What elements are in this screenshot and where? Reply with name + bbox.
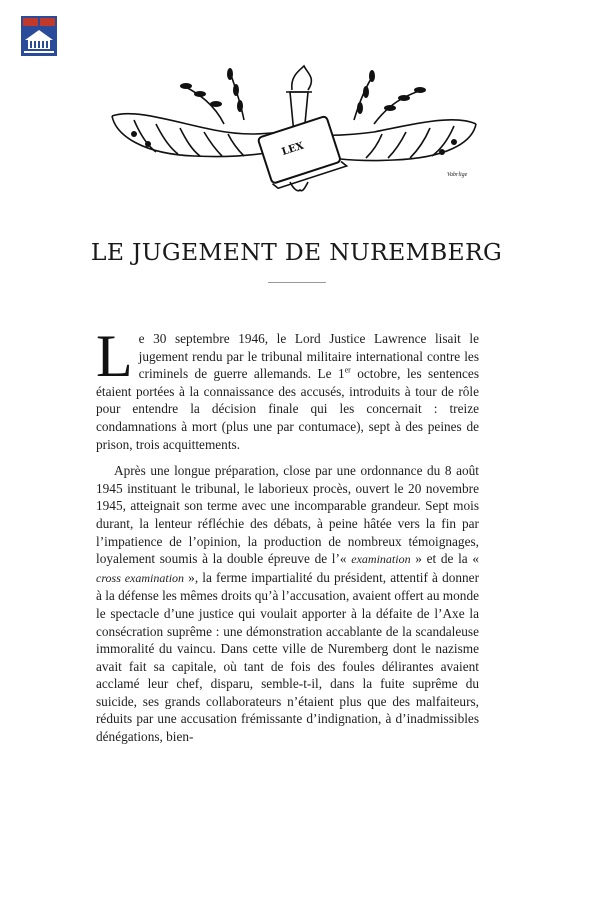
publisher-logo: [21, 16, 57, 56]
paragraph-2-text-c: », la ferme impartialité du président, attentif à donner à la défense les mêmes droits qu’à l’accusation, avaient offert au monde le spectacle d’une justice qui voulait apporter à la défaite de l’Axe la consécration suprême : une démonstration accablante de la scandaleuse immoralité du vaincu. Dans cette ville de Nuremberg dont le nazisme avait fait sa capitale, où tant de fois des foules délirantes avaient acclamé leur chef, disparu, semble-t-il, dans la fuite suprême du suicide, ses grands collaborateurs n’étaient plus que des malfaiteurs, réduits par une accusation frémissante d’indignation, à d’inadmissibles dénégations, bien-: [96, 569, 479, 745]
header-ornament: [104, 64, 484, 194]
tablet-inscription: LEX: [280, 140, 306, 158]
italic-cross-examination: cross examination: [96, 570, 185, 585]
paragraph-1: [96, 323, 479, 453]
paragraph-2-text-a: Après une longue préparation, close par une ordonnance du 8 août 1945 instituant le tribunal, le laborieux procès, ouvert le 20 novembre 1945, atteignait son terme avec une incomparable grandeur. Sept mois durant, la lenteur réfléchie des débats, à peine hâtée vers la fin par l’impatience de l’opinion, la production de nombreux témoignages, loyalement soumis à la double épreuve de l’«: [96, 463, 479, 567]
body-text: [96, 323, 479, 746]
chapter-title: LE JUGEMENT DE NUREMBERG: [90, 238, 503, 266]
engraver-signature: Vabrlige: [447, 172, 468, 178]
building-logo-icon: [21, 16, 57, 56]
paragraph-2-text-b: » et de la «: [410, 551, 479, 567]
paragraph-1-text-a: e 30 septembre 1946, le Lord Justice Lawrence lisait le jugement rendu par le tribunal militaire international contre les criminels de guerre allemands. Le 1: [138, 331, 479, 382]
lex-tablet-cornucopia-ornament: [104, 64, 484, 194]
paragraph-2: [96, 462, 479, 746]
title-divider: [268, 282, 326, 283]
paragraph-1-text-b: octobre, les sentences étaient portées à la connaissance des accusés, introduits à tour de rôle pour entendre la décision finale qui les concernait : treize condamnations à mort (plus une par contumace), sept à des peines de prison, trois acquittements.: [96, 366, 479, 452]
superscript-er: er: [344, 365, 351, 375]
drop-cap: L: [96, 323, 133, 389]
italic-examination: examination: [351, 552, 411, 567]
